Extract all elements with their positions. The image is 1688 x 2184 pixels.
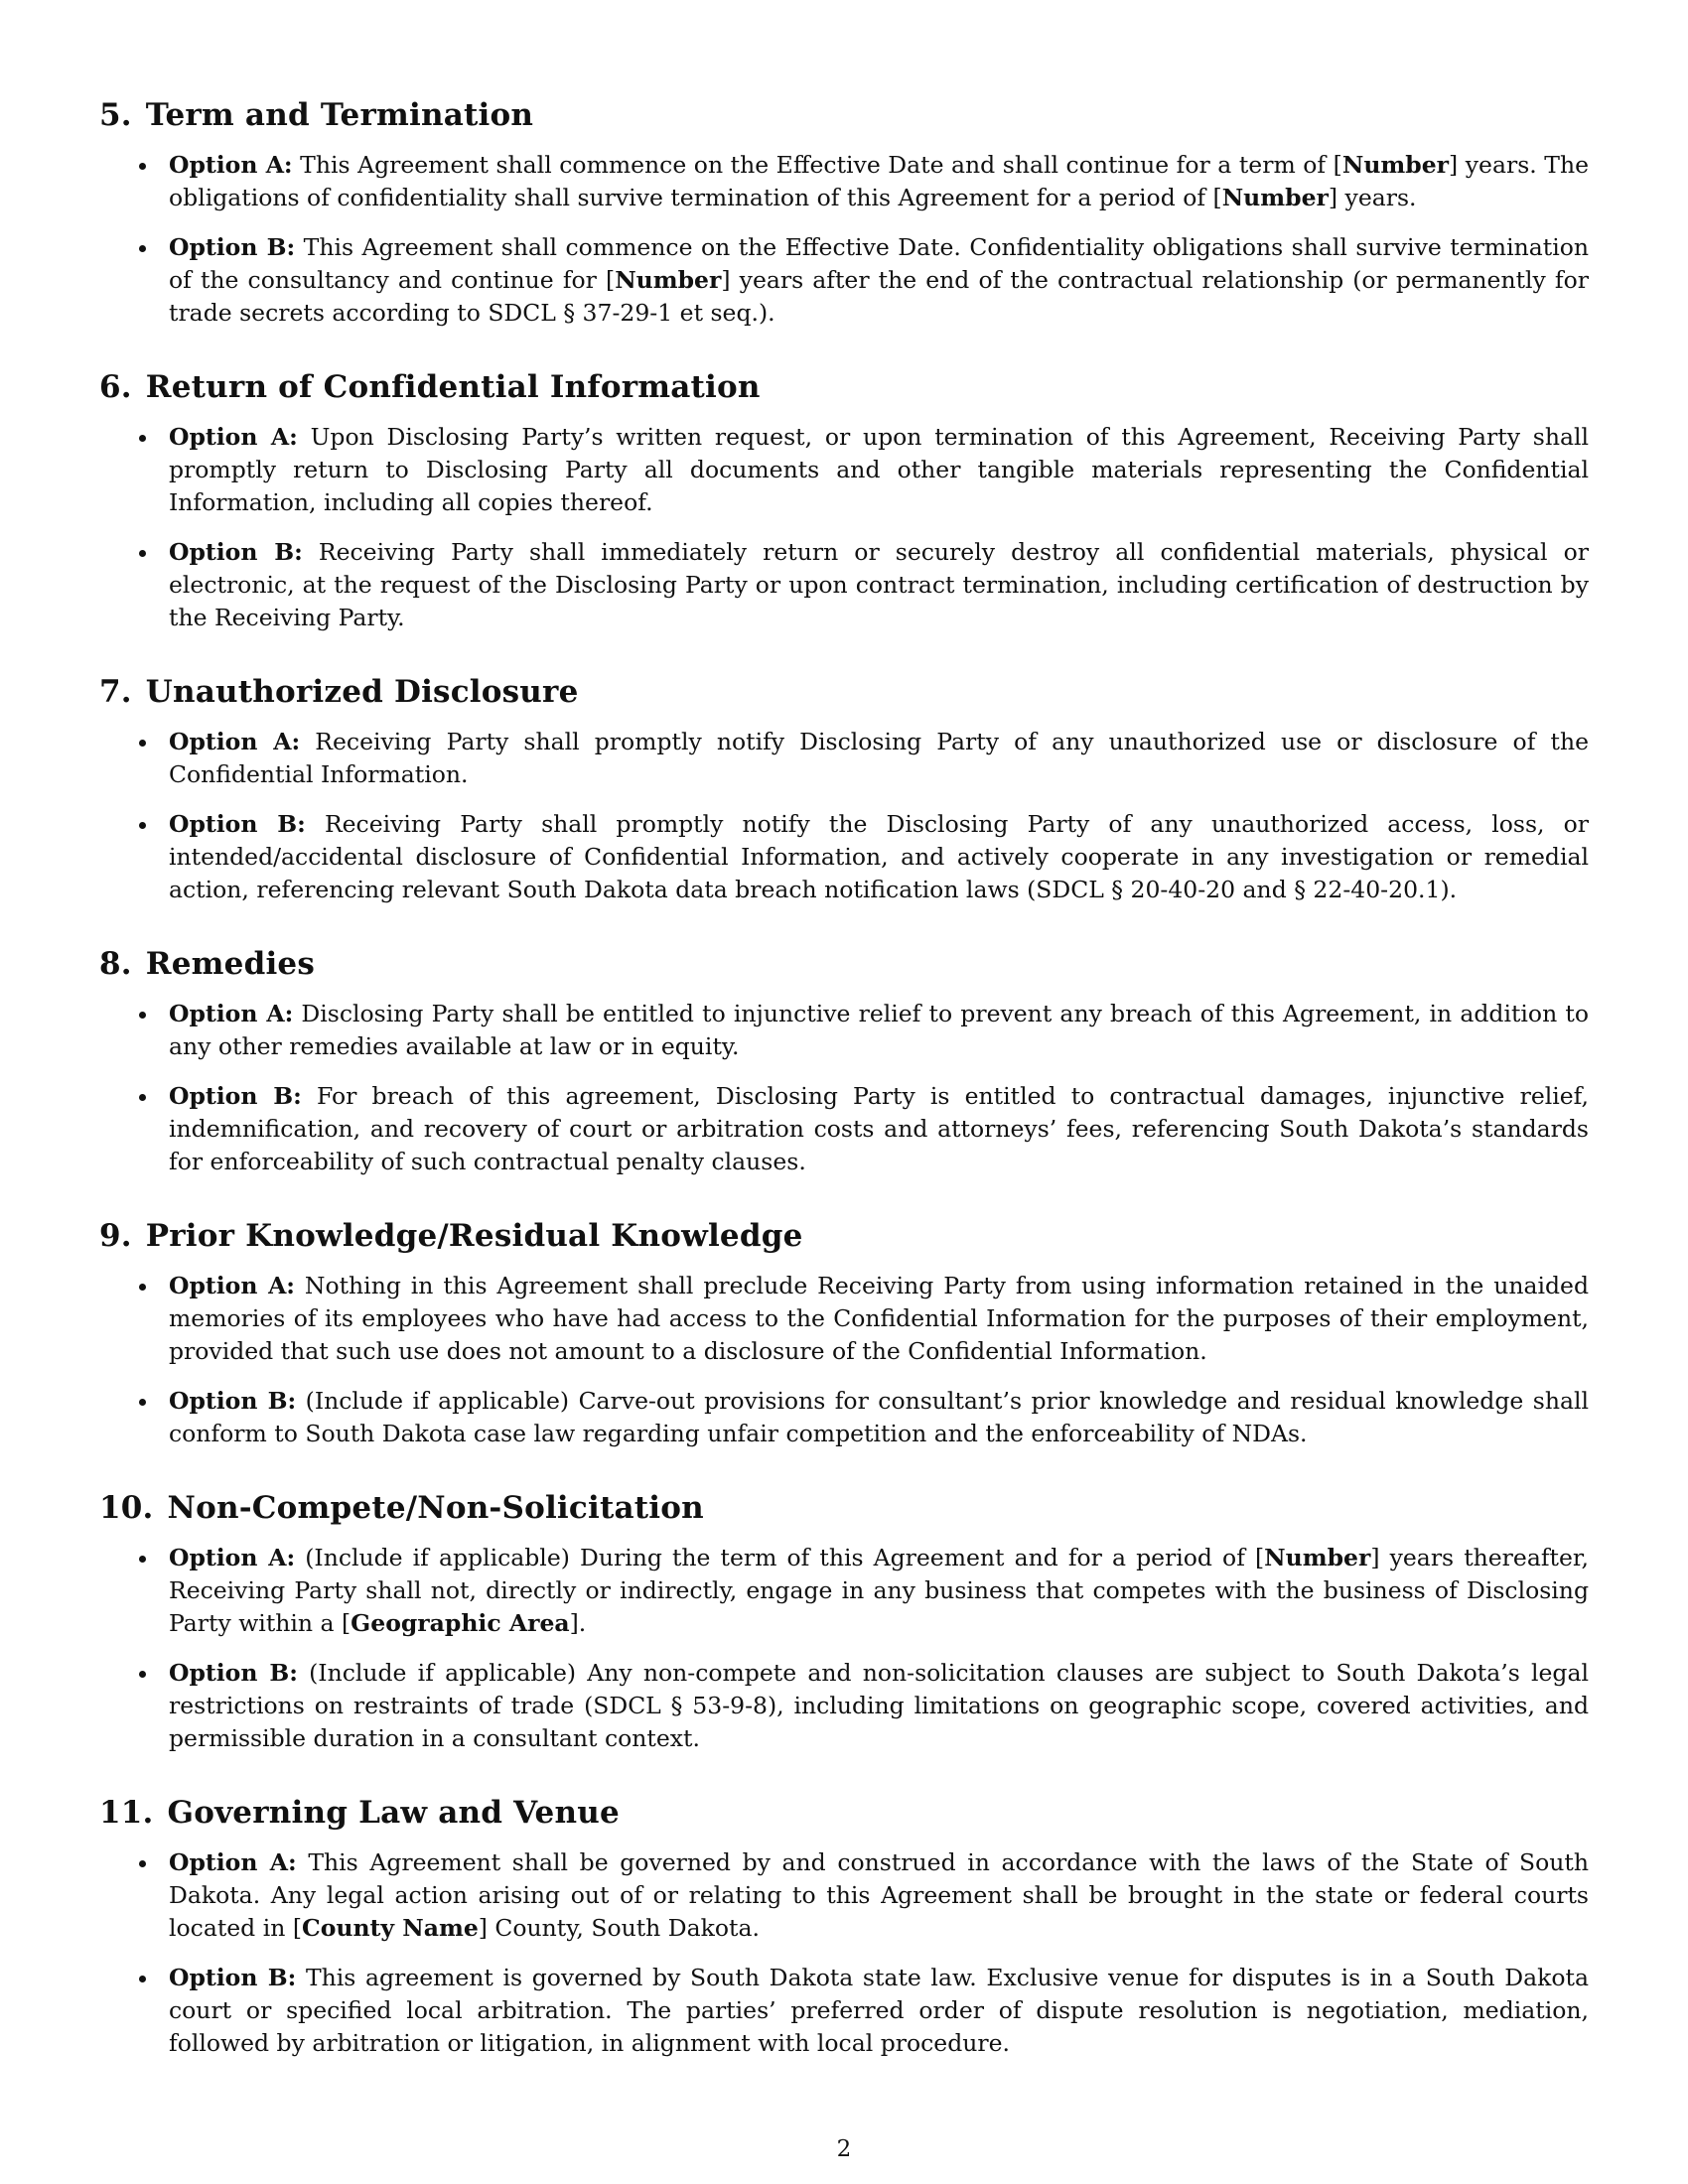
option-item-b <box>99 1962 1589 2060</box>
option-text-segment: Receiving Party shall immediately return or securely destroy all confidential materials, physical or electronic, at the request of the Disclosing Party or upon contract termination, including certification of destruction by the Receiving Party. <box>169 538 1589 631</box>
section-title: Remedies <box>145 946 316 982</box>
option-text-segment: ] years. <box>1328 184 1417 211</box>
section-title: Non-Compete/Non-Solicitation <box>167 1490 704 1526</box>
option-text-segment: This agreement is governed by South Dakota state law. Exclusive venue for disputes is in a South Dakota court or specified local arbitration. The parties’ preferred order of dispute resolution is negotiation, mediation, followed by arbitration or litigation, in alignment with local procedure. <box>169 1964 1589 2057</box>
option-text <box>169 1082 1589 1175</box>
option-item-a <box>99 1846 1589 1945</box>
section-heading <box>99 1488 1589 1528</box>
option-text <box>169 1272 1589 1365</box>
option-text-segment: Upon Disclosing Party’s written request, or upon termination of this Agreement, Receiving Party shall promptly return to Disclosing Party all documents and other tangible materials representing the Confidential Information, including all copies thereof. <box>169 423 1589 516</box>
section-11 <box>99 1793 1589 2060</box>
option-text <box>169 1544 1589 1637</box>
placeholder-field: Number <box>1264 1544 1371 1571</box>
option-text-segment: (Include if applicable) Carve-out provisions for consultant’s prior knowledge and residual knowledge shall conform to South Dakota case law regarding unfair competition and the enforceability of NDAs. <box>169 1387 1589 1447</box>
bullet-icon <box>139 822 146 829</box>
section-number: 9. <box>99 1218 132 1254</box>
bullet-icon <box>139 1284 146 1291</box>
placeholder-field: Number <box>1341 151 1450 179</box>
option-text <box>169 233 1589 327</box>
option-text-segment: This Agreement shall be governed by and construed in accordance with the laws of the State of South Dakota. Any legal action arising out of or relating to this Agreement shall be brought in the state or federal courts located in [ <box>169 1848 1589 1942</box>
placeholder-field: Number <box>615 266 722 294</box>
option-text-segment: For breach of this agreement, Disclosing Party is entitled to contractual damages, injunctive relief, indemnification, and recovery of court or arbitration costs and attorneys’ fees, referencing South Dakota’s standards for enforceability of such contractual penalty clauses. <box>169 1082 1589 1175</box>
bullet-icon <box>139 740 146 747</box>
option-text-segment: Nothing in this Agreement shall preclude Receiving Party from using information retained in the unaided memories of its employees who have had access to the Confidential Information for the purposes of their employment, provided that such use does not amount to a disclosure of the Confidential Information. <box>169 1272 1589 1365</box>
option-label: Option A: <box>169 423 298 451</box>
option-text-segment: This Agreement shall commence on the Effective Date and shall continue for a term of [ <box>292 151 1342 179</box>
option-label: Option B: <box>169 1964 297 1991</box>
option-label: Option B: <box>169 1387 297 1415</box>
bullet-icon <box>139 1094 146 1101</box>
option-text-segment: ] years. The obligations of confidentiality shall survive termination of this Agreement for a period of [ <box>169 151 1589 211</box>
section-heading <box>99 672 1589 712</box>
option-list <box>99 726 1589 906</box>
option-text-segment: ]. <box>569 1609 587 1637</box>
section-7 <box>99 672 1589 906</box>
option-item-b <box>99 1385 1589 1450</box>
bullet-icon <box>139 163 146 170</box>
section-number: 10. <box>99 1490 154 1526</box>
option-item-a <box>99 1270 1589 1368</box>
section-10 <box>99 1488 1589 1755</box>
option-item-b <box>99 1657 1589 1755</box>
placeholder-field: Number <box>1221 184 1329 211</box>
sections-container <box>99 95 1589 2060</box>
option-text-segment: Disclosing Party shall be entitled to injunctive relief to prevent any breach of this Agreement, in addition to any other remedies available at law or in equity. <box>169 1000 1589 1060</box>
section-9 <box>99 1216 1589 1450</box>
section-title: Prior Knowledge/Residual Knowledge <box>145 1218 803 1254</box>
option-text <box>169 1964 1589 2057</box>
section-8 <box>99 944 1589 1178</box>
option-text-segment: This Agreement shall commence on the Effective Date. Confidentiality obligations shall survive termination of the consultancy and continue for [ <box>169 233 1589 294</box>
bullet-icon <box>139 1671 146 1678</box>
section-number: 6. <box>99 369 132 405</box>
option-item-a <box>99 1542 1589 1640</box>
option-text <box>169 1848 1589 1942</box>
option-list <box>99 1270 1589 1450</box>
option-text-segment: Receiving Party shall promptly notify Disclosing Party of any unauthorized use or disclosure of the Confidential Information. <box>169 728 1589 788</box>
option-label: Option B: <box>169 1659 298 1687</box>
section-number: 8. <box>99 946 132 982</box>
section-heading <box>99 1793 1589 1833</box>
option-item-a <box>99 421 1589 519</box>
option-item-b <box>99 231 1589 330</box>
bullet-icon <box>139 1012 146 1019</box>
option-text <box>169 810 1589 903</box>
option-text <box>169 1659 1589 1752</box>
option-label: Option A: <box>169 728 301 755</box>
option-list <box>99 998 1589 1178</box>
option-text <box>169 1387 1589 1447</box>
section-number: 7. <box>99 674 132 710</box>
option-text <box>169 423 1589 516</box>
bullet-icon <box>139 1860 146 1867</box>
document-page <box>99 95 1589 2098</box>
option-text-segment: (Include if applicable) During the term of this Agreement and for a period of [ <box>295 1544 1265 1571</box>
section-5 <box>99 95 1589 330</box>
bullet-icon <box>139 1976 146 1982</box>
option-item-b <box>99 1080 1589 1178</box>
section-heading <box>99 95 1589 135</box>
option-item-a <box>99 149 1589 214</box>
section-heading <box>99 367 1589 407</box>
option-text <box>169 1000 1589 1060</box>
option-text-segment: (Include if applicable) Any non-compete and non-solicitation clauses are subject to South Dakota’s legal restrictions on restraints of trade (SDCL § 53-9-8), including limitations on geographic scope, covered activities, and permissible duration in a consultant context. <box>169 1659 1589 1752</box>
placeholder-field: County Name <box>302 1914 479 1942</box>
option-text <box>169 151 1589 211</box>
option-text <box>169 538 1589 631</box>
option-text-segment: ] years after the end of the contractual relationship (or permanently for trade secrets according to SDCL § 37-29-1 et seq.). <box>169 266 1590 327</box>
option-list <box>99 149 1589 330</box>
option-list <box>99 1542 1589 1755</box>
section-number: 11. <box>99 1795 154 1831</box>
bullet-icon <box>139 435 146 442</box>
section-6 <box>99 367 1589 634</box>
section-heading <box>99 1216 1589 1256</box>
option-list <box>99 421 1589 634</box>
option-label: Option B: <box>169 538 303 566</box>
page-number: 2 <box>836 2136 852 2162</box>
section-title: Term and Termination <box>145 97 534 133</box>
option-label: Option A: <box>169 1848 297 1876</box>
section-title: Governing Law and Venue <box>167 1795 620 1831</box>
option-label: Option B: <box>169 233 296 261</box>
option-list <box>99 1846 1589 2060</box>
option-item-a <box>99 998 1589 1063</box>
option-text-segment: ] years thereafter, Receiving Party shall not, directly or indirectly, engage in any business that competes with the business of Disclosing Party within a [ <box>169 1544 1590 1637</box>
bullet-icon <box>139 1556 146 1563</box>
option-label: Option A: <box>169 151 293 179</box>
option-text-segment: ] County, South Dakota. <box>478 1914 760 1942</box>
section-heading <box>99 944 1589 984</box>
option-label: Option A: <box>169 1272 295 1299</box>
section-title: Unauthorized Disclosure <box>145 674 579 710</box>
section-title: Return of Confidential Information <box>145 369 761 405</box>
placeholder-field: Geographic Area <box>351 1609 570 1637</box>
bullet-icon <box>139 1399 146 1406</box>
option-label: Option B: <box>169 810 306 838</box>
section-number: 5. <box>99 97 132 133</box>
bullet-icon <box>139 245 146 252</box>
option-label: Option A: <box>169 1544 296 1571</box>
option-item-b <box>99 808 1589 906</box>
option-text-segment: Receiving Party shall promptly notify the Disclosing Party of any unauthorized access, loss, or intended/accidental disclosure of Confidential Information, and actively cooperate in any investigation or remedial action, referencing relevant South Dakota data breach notification laws (SDCL § 20-40-20 and § 22-40-20.1). <box>169 810 1589 903</box>
option-label: Option B: <box>169 1082 302 1110</box>
option-text <box>169 728 1589 788</box>
option-item-a <box>99 726 1589 791</box>
option-label: Option A: <box>169 1000 294 1027</box>
bullet-icon <box>139 550 146 557</box>
option-item-b <box>99 536 1589 634</box>
